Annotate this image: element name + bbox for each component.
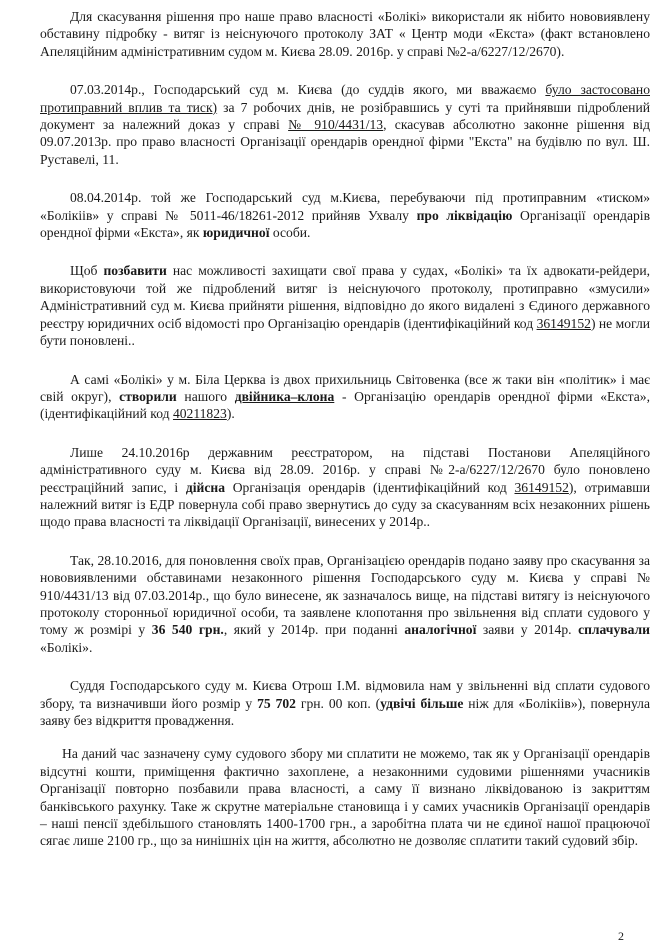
bold-text: сплачували xyxy=(578,622,650,638)
bold-text: створили xyxy=(119,388,177,404)
paragraph-1 xyxy=(40,8,650,60)
bold-text: удвічі більше xyxy=(380,695,464,711)
paragraph-4-text: Щоб xyxy=(70,263,104,279)
bold-text: дійсна xyxy=(185,479,226,495)
identification-code: 36149152 xyxy=(514,479,569,495)
paragraph-1-text: Для скасування рішення про наше право власності «Болікі» використали як нібито нововиявлену обставину підробку - витяг із неіснуючого протоколу ЗАТ « Центр моди «Екста» (факт встановлено Апеляційним адміністративним судом м. Києва 28.09. 2016р. у справі №2-а/6227/12/2670). xyxy=(40,9,650,59)
case-number: № 910/4431/13 xyxy=(288,117,384,133)
paragraph-6-text: ), отримавши належний витяг із ЕДР повернула собі право звернутись до суду за скасуванням всіх незаконних рішень щодо права власності та ліквідації Організації, винесених у 2014р.. xyxy=(40,479,650,530)
paragraph-8-text: Суддя Господарського суду м. Києва Отрош І.М. відмовила нам у звільненні від сплати судового збору, та визначивши його розмір у xyxy=(40,678,650,711)
paragraph-7-text: «Болікі». xyxy=(40,639,93,655)
bold-text: аналогічної xyxy=(404,622,477,638)
bold-text: про ліквідацію xyxy=(416,207,513,223)
identification-code: 40211823 xyxy=(172,406,227,422)
paragraph-6 xyxy=(40,444,650,531)
underlined-text: було застосовано протиправний вплив та тиск) xyxy=(40,82,650,115)
paragraph-5-text: нашого xyxy=(176,388,235,404)
bold-text: позбавити xyxy=(103,263,167,279)
bold-text: юридичної xyxy=(202,225,270,241)
bold-underlined-text: двійника–клона xyxy=(234,388,335,404)
paragraph-7-text: Так, 28.10.2016, для поновлення своїх прав, Організацією орендарів подано заяву про скасування за нововиявленими обставинами незаконного рішення Господарського суду м. Києва у справі № 910/4431/13 від 07.03.2014р., що було винесене, як зазначалось вище, на підставі витягу із неіснуючого протоколу сторонньої юридичної особи, та заявлене клопотання про звільнення від сплати судового у тому ж розмірі у xyxy=(40,552,650,638)
paragraph-2 xyxy=(40,81,650,168)
paragraph-6-text: Лише 24.10.2016р державним реєстратором, на підставі Постанови Апеляційного адміністративного суду м. Києва від 28.09. 2016р. у справі №2-а/6227/12/2670 було поновлено реєстраційний запис, і xyxy=(40,444,650,495)
paragraph-3-text: особи. xyxy=(269,225,311,241)
paragraph-8 xyxy=(40,677,650,729)
paragraph-5 xyxy=(40,371,650,423)
page-number: 2 xyxy=(618,929,624,943)
paragraph-3-text: Організації орендарів орендної фірми «Екста», як xyxy=(40,207,650,241)
paragraph-2-text: за 7 робочих днів, не розібравшись у суті та прийнявши підроблений документ за належний доказ у справі xyxy=(40,99,650,133)
paragraph-8-text: ніж для «Болікіів»), повернула заяву без відкриття провадження. xyxy=(40,695,650,728)
paragraph-9-text: На даний час зазначену суму судового збору ми сплатити не можемо, так як у Організації орендарів відсутні кошти, приміщення фактично захоплене, а незаконними судовими рішеннями учасників Організації повторно позбавили права власності, а саму її визнано ліквідованою із закриттям банківського рахунку. Таке ж скрутне матеріальне становища і у самих учасників Організації орендарів – наші пенсії здебільшого становлять 1400-1700 грн., а заробітна плата чи не єдиної нашої працюючої сягає лише 2100 гр., що за нинішніх цін на життя, абсолютно не дозволяє сплатити такий судовий збір. xyxy=(40,746,650,849)
paragraph-6-text: Організація орендарів (ідентифікаційний код xyxy=(225,479,515,495)
paragraph-5-text: - Організацію орендарів орендної фірми «Екста», (ідентифікаційний код xyxy=(40,388,650,422)
paragraph-9 xyxy=(40,745,650,849)
paragraph-5-text: ). xyxy=(226,406,235,422)
paragraph-3-text: 08.04.2014р. той же Господарський суд м.Києва, перебуваючи під протиправним «тиском» «Болікіів» у справі № 5011-46/18261-2012 прийняв Ухвалу xyxy=(40,190,650,223)
paragraph-7 xyxy=(40,552,650,656)
bold-amount: 36 540 грн. xyxy=(151,622,224,638)
paragraph-7-text: заяви у 2014р. xyxy=(476,622,579,638)
paragraph-3 xyxy=(40,189,650,241)
paragraph-8-text: грн. 00 коп. ( xyxy=(295,695,381,711)
paragraph-5-text: А самі «Болікі» у м. Біла Церква із двох прихильниць Світовенка (все ж таки він «політик» і має свій округ), xyxy=(40,371,650,404)
paragraph-4 xyxy=(40,262,650,349)
bold-amount: 75 702 xyxy=(257,695,296,711)
paragraph-4-text: нас можливості захищати свої права у судах, «Болікі» та їх адвокати-рейдери, використовуючи той же підроблений витяг із неіснуючого протоколу, протиправно «змусили» Адміністративний суд м. Києва прийняти рішення, відповідно до якого видалені з Єдиного державного реєстру юридичних осіб відомості про Організацію орендарів (ідентифікаційний код xyxy=(40,263,651,331)
paragraph-2-text: , скасував абсолютно законне рішення від 09.07.2013р. про право власності Організації орендарів орендної фірми "Екста" на будівлю по вул. Ш. Руставелі, 11. xyxy=(40,117,651,167)
paragraph-7-text: , який у 2014р. при поданні xyxy=(223,622,405,638)
identification-code: 36149152 xyxy=(536,315,591,331)
paragraph-4-text: ) не могли бути поновлені.. xyxy=(40,315,651,349)
paragraph-2-text: 07.03.2014р., Господарський суд м. Києва (до суддів якого, ми вважаємо xyxy=(70,82,546,98)
